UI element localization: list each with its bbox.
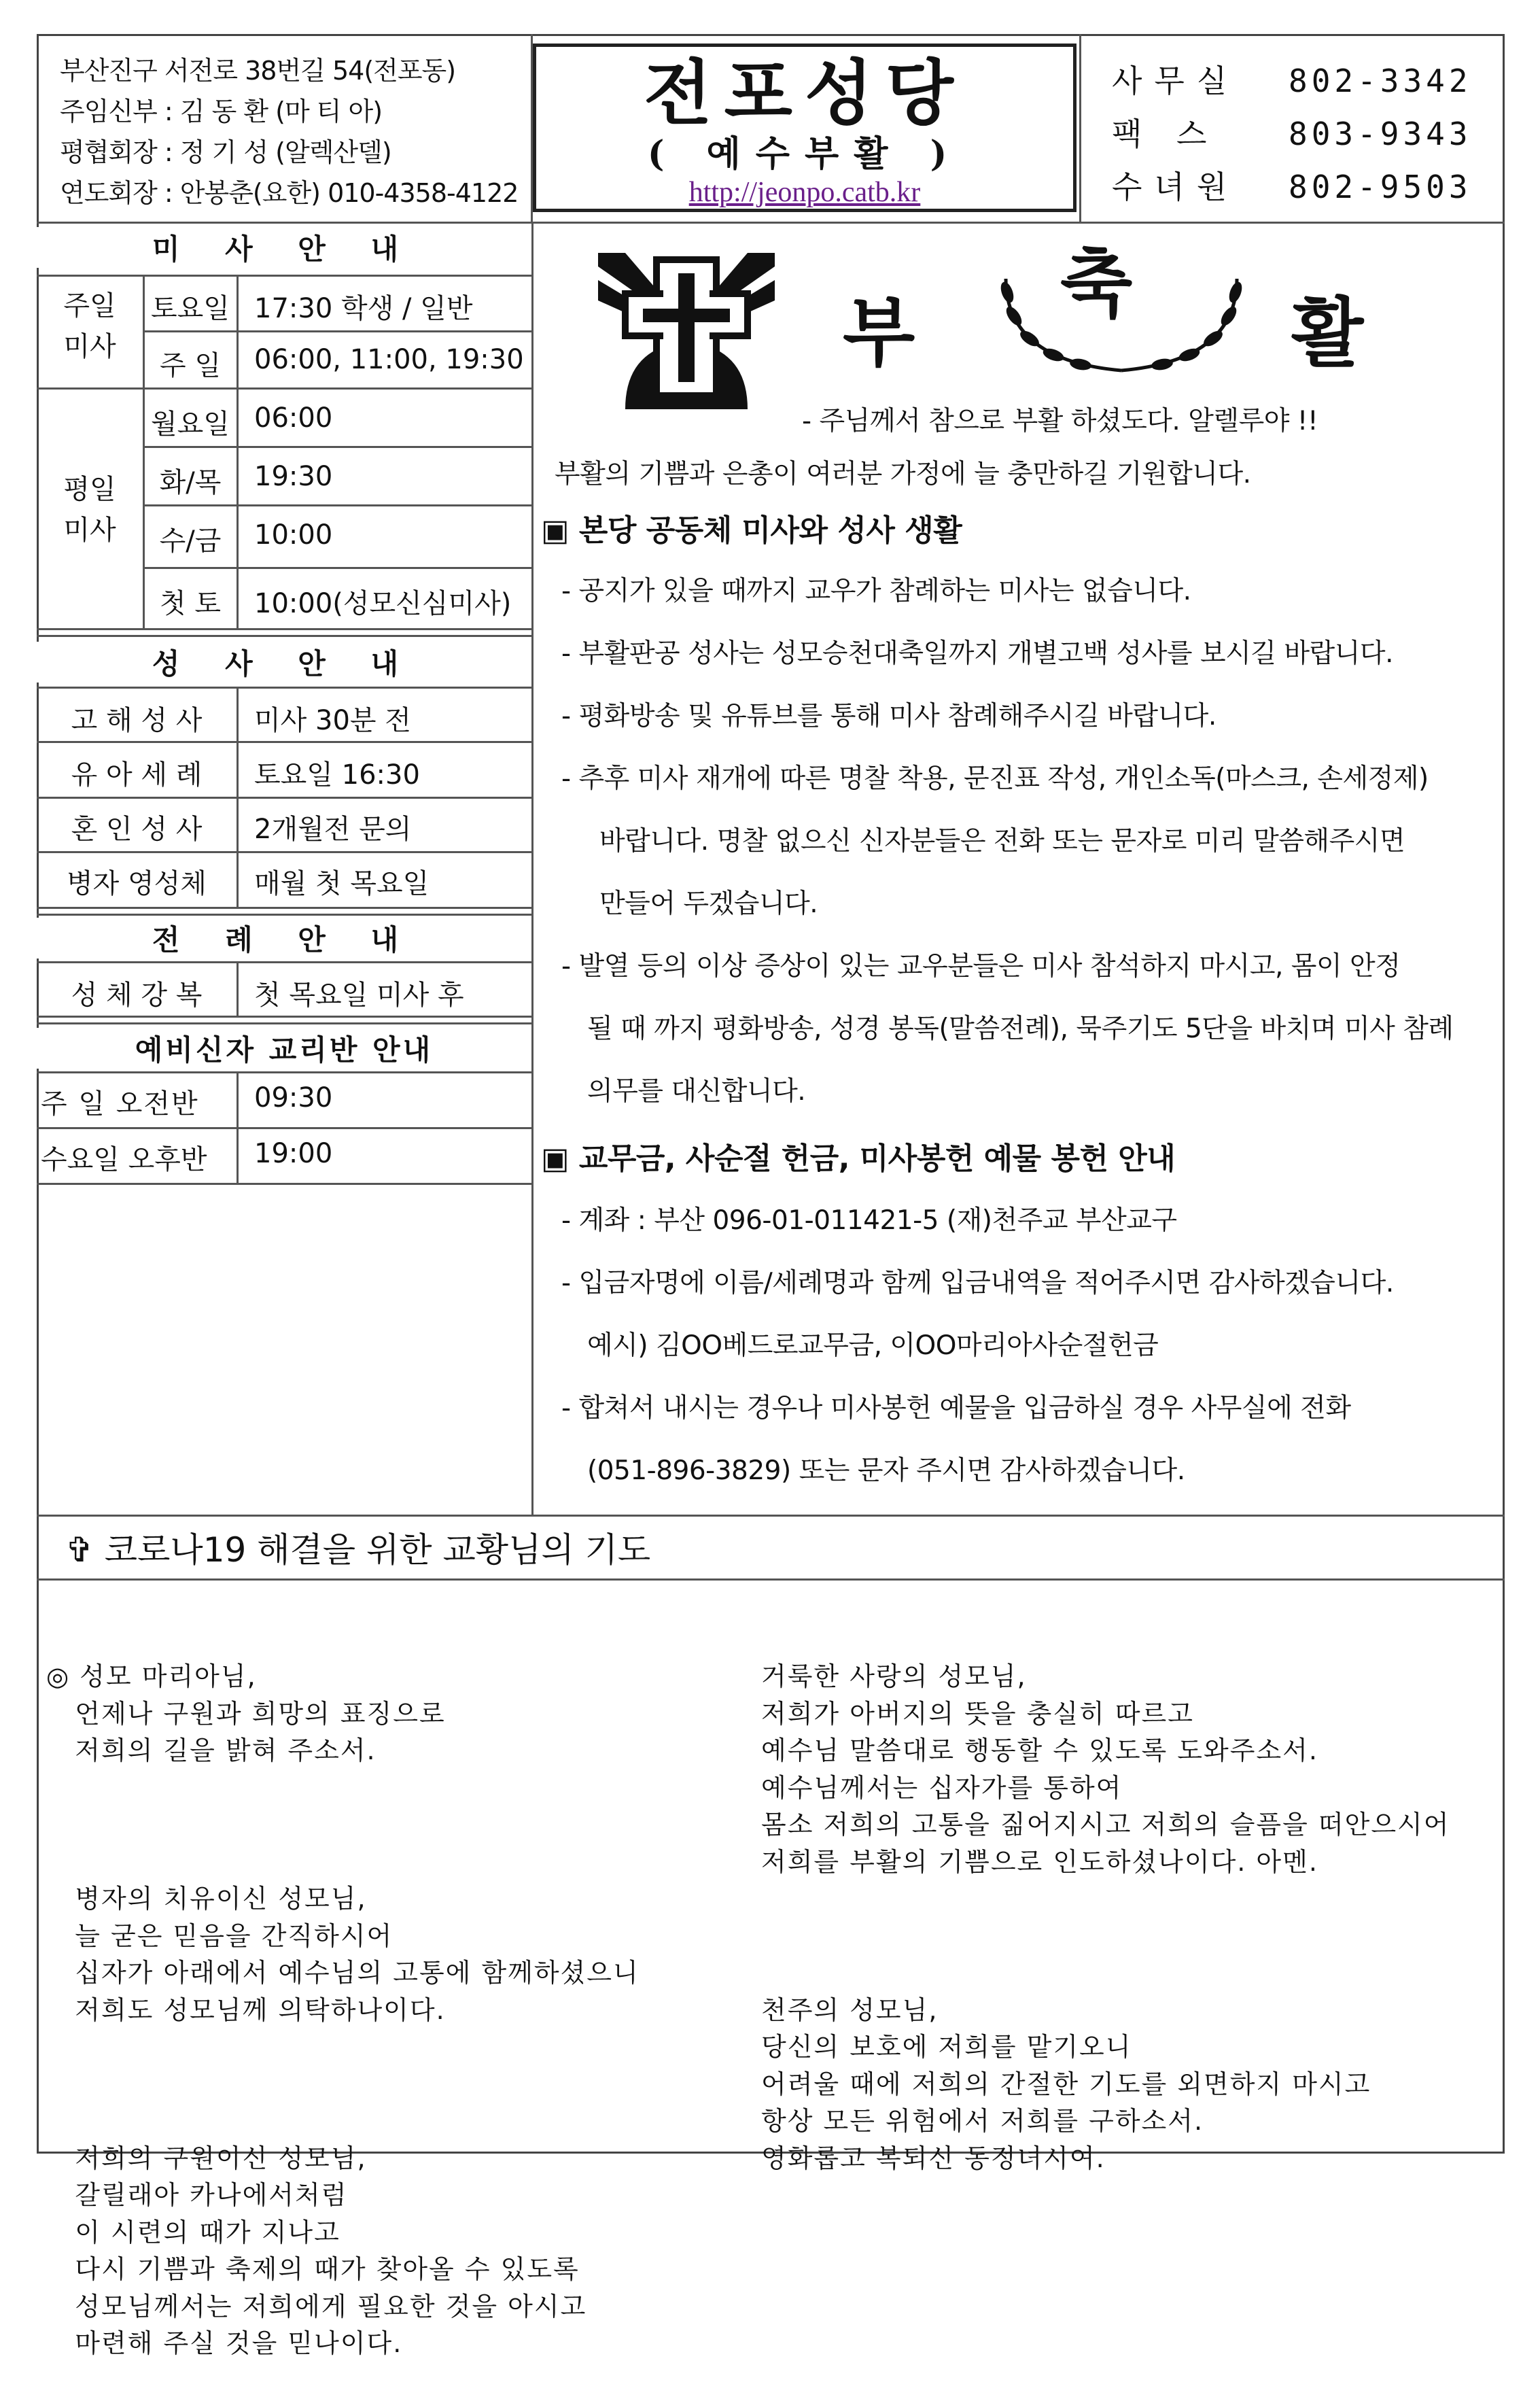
notice1-line: - 공지가 있을 때까지 교우가 참례하는 미사는 없습니다.	[561, 576, 1191, 606]
notice2-heading: ▣ 교무금, 사순절 헌금, 미사봉헌 예물 봉헌 안내	[541, 1141, 1176, 1176]
sunday-mass-label: 주일 미사	[63, 290, 116, 362]
easter-word-hwal: 활	[1291, 289, 1364, 377]
divider	[37, 222, 1505, 224]
easter-greeting-1: - 주님께서 참으로 부활 하셨도다. 알렐루야 !!	[802, 406, 1318, 436]
notice2-line: - 입금자명에 이름/세례명과 함께 입금내역을 적어주시면 감사하겠습니다.	[561, 1268, 1394, 1298]
prayer-right-column: 거룩한 사랑의 성모님, 저희가 아버지의 뜻을 충실히 따르고 예수님 말씀대로 행동할 수 있도록 도와주소서. 예수님께서는 십자가를 통하여 몸소 저희의 고통을 짊어지시고 저희의 슬픔을 떠안으시어 저희를 부활의 기쁨으로 인도하셨나이다. 아멘. 천주의 성모님, 당신의 보호에 저희를 맡기오니 어려울 때에 저희의 간절한 기도를 외면하지 마시고 항상 모든 위험에서 저희를 구하소서. 영화롭고 복되신 동정녀시여.	[761, 1661, 1450, 2173]
sacrament-label: 병자 영성체	[67, 868, 207, 899]
mass-time: 17:30 학생 / 일반	[254, 293, 473, 324]
divider	[531, 222, 533, 1516]
divider	[37, 687, 531, 689]
parish-title-box	[533, 44, 1077, 212]
notice1-heading: ▣ 본당 공동체 미사와 성사 생활	[541, 513, 962, 548]
notice2-line: (051-896-3829) 또는 문자 주시면 감사하겠습니다.	[587, 1455, 1185, 1486]
sacrament-label: 고 해 성 사	[71, 705, 203, 736]
sacrament-heading: 성 사 안 내	[37, 642, 531, 683]
divider	[143, 330, 531, 332]
easter-greeting-2: 부활의 기쁨과 은총이 여러분 가정에 늘 충만하길 기원합니다.	[555, 459, 1251, 489]
contact-info	[1087, 34, 1505, 222]
divider	[37, 851, 531, 853]
notice1-line: 의무를 대신합니다.	[587, 1076, 806, 1107]
notice1-line: 바랍니다. 명찰 없으신 신자분들은 전화 또는 문자로 미리 말씀해주시면	[599, 826, 1405, 857]
mass-time: 10:00(성모신심미사)	[254, 588, 512, 619]
divider	[143, 567, 531, 569]
mass-time: 06:00	[254, 402, 333, 434]
parish-url-link[interactable]: http://jeonpo.catb.kr	[688, 177, 921, 208]
mass-day: 수/금	[159, 525, 222, 557]
sacrament-value: 매월 첫 목요일	[254, 868, 430, 899]
divider	[37, 275, 531, 277]
notice2-line: 예시) 김OO베드로교무금, 이OO마리아사순절헌금	[587, 1330, 1159, 1361]
divider	[37, 635, 531, 637]
contact-fax: 팩 스 803-9343	[1112, 116, 1472, 152]
divider	[37, 914, 531, 916]
liturgy-value: 첫 목요일 미사 후	[254, 980, 464, 1011]
sacrament-value: 미사 30분 전	[254, 705, 411, 736]
cross-logo-icon	[598, 253, 775, 409]
contact-convent: 수녀원 802-9503	[1112, 169, 1472, 205]
mass-day: 월요일	[151, 409, 230, 440]
mass-day: 첫 토	[160, 588, 221, 619]
easter-word-boo: 부	[843, 289, 915, 377]
divider	[37, 1183, 531, 1185]
divider	[37, 961, 531, 963]
parish-info	[37, 34, 533, 222]
catechism-value: 19:00	[254, 1138, 333, 1169]
divider	[143, 446, 531, 448]
pastor: 주임신부 : 김 동 환 (마 티 아)	[60, 97, 383, 126]
sacrament-label: 혼 인 성 사	[71, 814, 203, 845]
divider	[37, 628, 531, 630]
divider	[37, 741, 531, 743]
council-president: 평협회장 : 정 기 성 (알렉산델)	[60, 137, 391, 167]
prayer-title: ✞ 코로나19 해결을 위한 교황님의 기도	[65, 1530, 651, 1570]
catechism-value: 09:30	[254, 1082, 333, 1114]
notice1-line: - 평화방송 및 유튜브를 통해 미사 참례해주시길 바랍니다.	[561, 701, 1217, 731]
divider	[37, 387, 531, 390]
weekday-mass-label: 평일 미사	[63, 474, 116, 546]
divider	[237, 275, 239, 628]
address: 부산진구 서전로 38번길 54(전포동)	[60, 56, 456, 86]
mass-day: 토요일	[151, 293, 230, 324]
contact-office: 사무실 802-3342	[1112, 63, 1472, 99]
notice1-line: 될 때 까지 평화방송, 성경 봉독(말씀전례), 묵주기도 5단을 바치며 미사 참례	[587, 1014, 1454, 1044]
divider	[237, 961, 239, 1016]
notice1-line: - 발열 등의 이상 증상이 있는 교우분들은 미사 참석하지 마시고, 몸이 안정	[561, 951, 1401, 982]
mass-time: 10:00	[254, 519, 333, 551]
divider	[37, 1515, 1505, 1517]
sacrament-value: 2개월전 문의	[254, 814, 412, 845]
mass-time: 06:00, 11:00, 19:30	[254, 344, 524, 375]
divider	[37, 907, 531, 909]
divider	[143, 275, 145, 628]
divider	[37, 1578, 1505, 1581]
notice1-line: - 부활판공 성사는 성모승천대축일까지 개별고백 성사를 보시길 바랍니다.	[561, 638, 1393, 669]
divider	[143, 504, 531, 506]
liturgy-heading: 전 례 안 내	[37, 918, 531, 959]
divider	[37, 797, 531, 799]
mass-heading: 미 사 안 내	[37, 227, 531, 268]
notice1-line: 만들어 두겠습니다.	[599, 888, 818, 919]
sacrament-value: 토요일 16:30	[254, 759, 420, 791]
catechism-label: 주 일 오전반	[41, 1088, 199, 1120]
liturgy-label: 성 체 강 복	[71, 980, 203, 1011]
prayer-president: 연도회장 : 안봉춘(요한) 010-4358-4122	[60, 178, 519, 208]
mass-time: 19:30	[254, 461, 333, 492]
notice2-line: - 계좌 : 부산 096-01-011421-5 (재)천주교 부산교구	[561, 1205, 1177, 1236]
catechism-heading: 예비신자 교리반 안내	[37, 1028, 531, 1069]
divider	[37, 1022, 531, 1024]
parish-subtitle: ( 예수부활 )	[647, 133, 962, 175]
divider	[37, 1016, 531, 1018]
catechism-label: 수요일 오후반	[41, 1144, 207, 1175]
divider	[37, 1071, 531, 1073]
divider	[37, 1127, 531, 1129]
mass-day: 화/목	[159, 467, 222, 498]
easter-word-chuk: 축	[1060, 240, 1133, 328]
mass-day: 주 일	[160, 350, 221, 381]
notice1-line: - 추후 미사 재개에 따른 명찰 착용, 문진표 작성, 개인소독(마스크, 손세정제)	[561, 763, 1429, 794]
divider	[1079, 34, 1081, 222]
notice2-line: - 합쳐서 내시는 경우나 미사봉헌 예물을 입금하실 경우 사무실에 전화	[561, 1393, 1351, 1423]
prayer-left-column: ◎ 성모 마리아님, 언제나 구원과 희망의 표징으로 저희의 길을 밝혀 주소서. 병자의 치유이신 성모님, 늘 굳은 믿음을 간직하시어 십자가 아래에서 예수님의 고통에 함께하셨으니 저희도 성모님께 의탁하나이다. 저희의 구원이신 성모님, 갈릴래아 카나에서처럼 이 시련의 때가 지나고 다시 기쁨과 축제의 때가 찾아올 수 있도록 성모님께서는 저희에게 필요한 것을 아시고 마련해 주실 것을 믿나이다.	[46, 1661, 640, 2358]
sacrament-label: 유 아 세 례	[71, 759, 203, 791]
parish-title: 전포성당	[644, 51, 966, 135]
